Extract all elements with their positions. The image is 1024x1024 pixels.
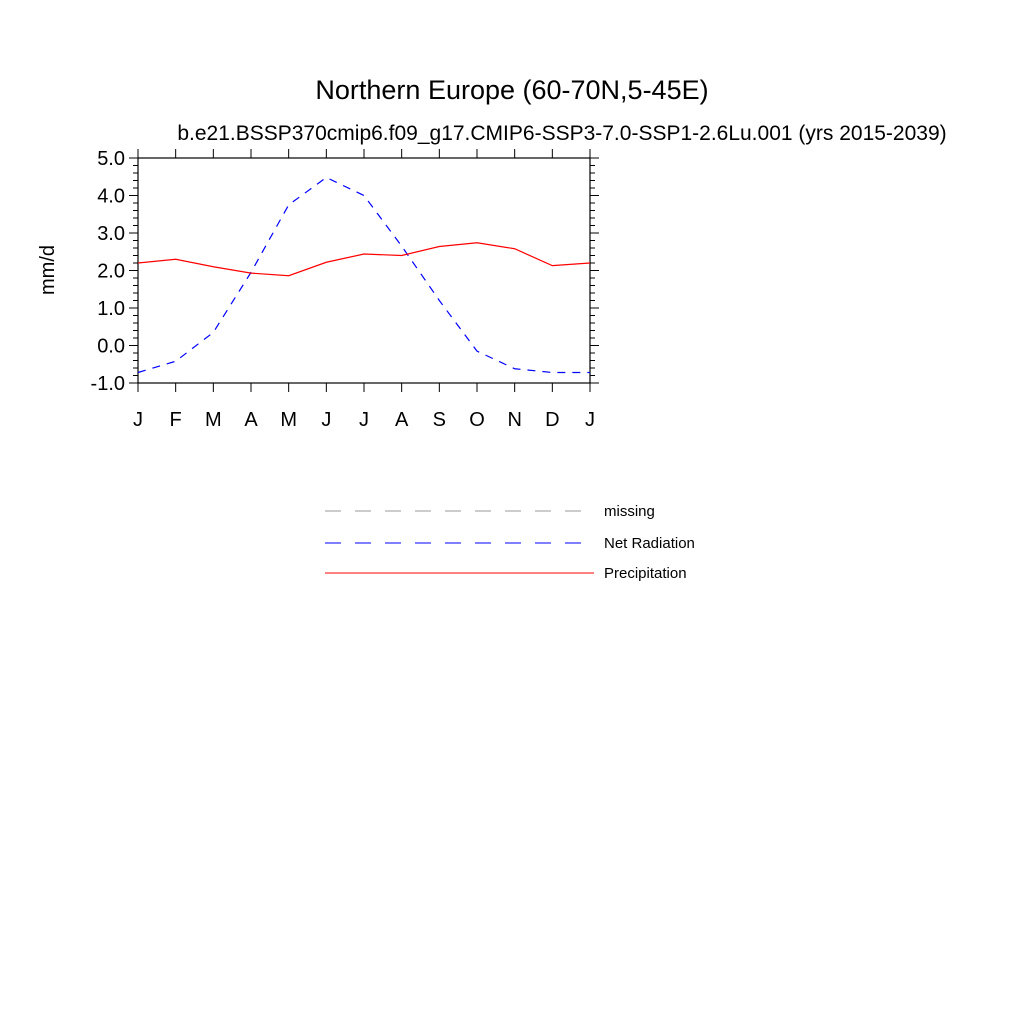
y-tick-label: -1.0 (90, 373, 125, 395)
series-line-net-radiation (138, 178, 590, 373)
chart-title: Northern Europe (60-70N,5-45E) (315, 75, 709, 105)
y-tick-label: 3.0 (97, 223, 125, 245)
x-tick-label: M (204, 409, 222, 431)
x-tick-label: N (507, 409, 522, 431)
x-tick-label: J (359, 409, 369, 431)
x-tick-label: D (545, 409, 560, 431)
x-axis (133, 149, 595, 431)
legend-label: Net Radiation (604, 535, 695, 552)
x-tick-label: S (432, 409, 447, 431)
plot-frame (138, 158, 590, 383)
series-line-precipitation (138, 243, 590, 276)
chart-subtitle: b.e21.BSSP370cmip6.f09_g17.CMIP6-SSP3-7.0-SSP1-2.6Lu.001 (yrs 2015-2039) (177, 122, 947, 145)
x-tick-label: J (585, 409, 595, 431)
x-tick-label: J (133, 409, 143, 431)
legend-label: missing (604, 503, 655, 520)
x-tick-label: A (244, 409, 258, 431)
y-tick-label: 0.0 (97, 335, 125, 358)
y-tick-label: 1.0 (97, 298, 125, 320)
x-tick-label: F (169, 409, 182, 431)
y-tick-label: 4.0 (97, 185, 125, 208)
x-tick-label: M (280, 409, 298, 431)
y-axis (91, 148, 599, 395)
series-lines (138, 178, 590, 373)
y-axis-label: mm/d (37, 245, 59, 295)
x-tick-label: J (321, 409, 332, 431)
x-tick-label: O (469, 409, 485, 431)
legend (325, 503, 695, 582)
x-tick-label: A (394, 409, 409, 431)
y-tick-label: 5.0 (97, 148, 125, 170)
legend-label: Precipitation (604, 565, 687, 582)
y-tick-label: 2.0 (97, 260, 125, 283)
